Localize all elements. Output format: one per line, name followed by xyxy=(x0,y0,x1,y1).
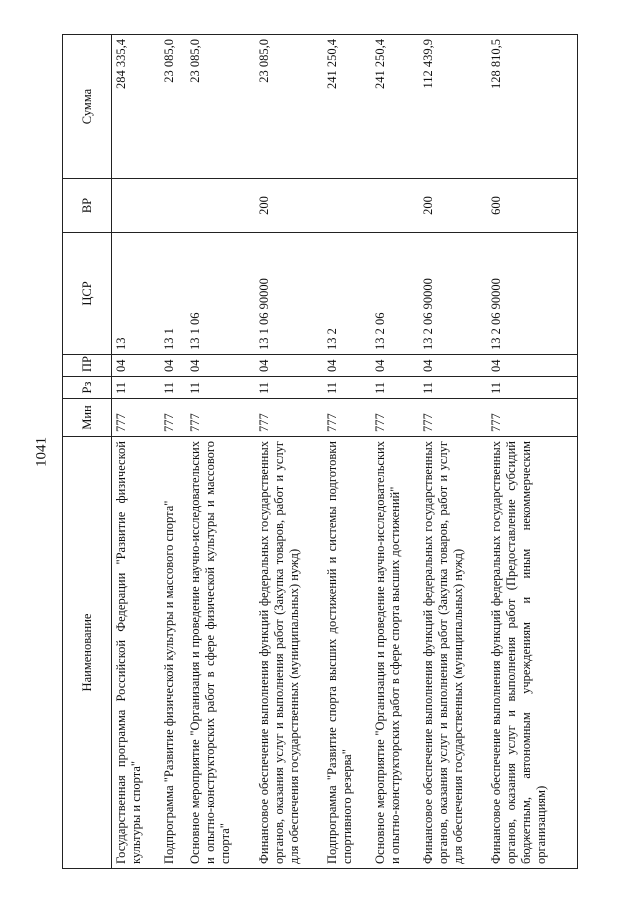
row-rz: 11 xyxy=(186,377,255,399)
row-sum: 241 250,4 xyxy=(371,35,419,179)
row-vr xyxy=(160,179,187,233)
table-header-row xyxy=(63,35,112,869)
table-row xyxy=(255,35,324,869)
row-min: 777 xyxy=(419,399,488,437)
row-csr: 13 2 06 90000 xyxy=(419,233,488,355)
row-rz: 11 xyxy=(112,377,160,399)
table-row xyxy=(323,35,371,869)
row-name: Финансовое обеспечение выполнения функций федеральных государственных органов, оказания услуг и выполнения работ (Закупка товаров, работ и услуг для обеспечения государственных (муниципальных) нужд) xyxy=(255,437,324,869)
row-sum: 241 250,4 xyxy=(323,35,371,179)
header-min: Мин xyxy=(63,399,112,437)
row-name: Подпрограмма "Развитие физической культуры и массового спорта" xyxy=(160,437,187,869)
row-csr: 13 1 06 90000 xyxy=(255,233,324,355)
budget-table xyxy=(62,34,578,869)
row-sum: 112 439,9 xyxy=(419,35,488,179)
row-vr xyxy=(186,179,255,233)
row-csr: 13 2 06 90000 xyxy=(487,233,577,355)
row-rz: 11 xyxy=(255,377,324,399)
row-min: 777 xyxy=(186,399,255,437)
table-row xyxy=(186,35,255,869)
row-rz: 11 xyxy=(419,377,488,399)
row-min: 777 xyxy=(160,399,187,437)
row-name: Финансовое обеспечение выполнения функций федеральных государственных органов, оказания услуг и выполнения работ (Закупка товаров, работ и услуг для обеспечения государственных (муниципальных) нужд) xyxy=(419,437,488,869)
row-vr: 200 xyxy=(419,179,488,233)
row-min: 777 xyxy=(323,399,371,437)
row-min: 777 xyxy=(371,399,419,437)
row-sum: 128 810,5 xyxy=(487,35,577,179)
row-name: Основное мероприятие "Организация и проведение научно-исследовательских и опытно-конструкторских работ в сфере физической культуры и массового спорта" xyxy=(186,437,255,869)
row-min: 777 xyxy=(487,399,577,437)
row-rz: 11 xyxy=(323,377,371,399)
row-pr: 04 xyxy=(160,355,187,377)
row-name: Государственная программа Российской Федерации "Развитие физической культуры и спорта" xyxy=(112,437,160,869)
row-min: 777 xyxy=(112,399,160,437)
row-csr: 13 1 xyxy=(160,233,187,355)
table-row xyxy=(112,35,160,869)
header-pr: ПР xyxy=(63,355,112,377)
row-csr: 13 1 06 xyxy=(186,233,255,355)
row-rz: 11 xyxy=(371,377,419,399)
row-sum: 284 335,4 xyxy=(112,35,160,179)
header-sum: Сумма xyxy=(63,35,112,179)
row-pr: 04 xyxy=(487,355,577,377)
row-pr: 04 xyxy=(419,355,488,377)
header-csr: ЦСР xyxy=(63,233,112,355)
row-name: Финансовое обеспечение выполнения функций федеральных государственных органов, оказания услуг и выполнения работ (Предоставление субсидий бюджетным, автономным учреждениям и иным некоммерческим организациям) xyxy=(487,437,577,869)
row-vr: 600 xyxy=(487,179,577,233)
row-sum: 23 085,0 xyxy=(255,35,324,179)
table-row xyxy=(419,35,488,869)
rotated-page-content xyxy=(62,35,578,869)
page-number: 1041 xyxy=(33,437,50,467)
row-vr xyxy=(323,179,371,233)
row-csr: 13 2 06 xyxy=(371,233,419,355)
header-vr: ВР xyxy=(63,179,112,233)
row-pr: 04 xyxy=(371,355,419,377)
row-pr: 04 xyxy=(255,355,324,377)
row-pr: 04 xyxy=(186,355,255,377)
row-sum: 23 085,0 xyxy=(186,35,255,179)
header-name: Наименование xyxy=(63,437,112,869)
row-vr: 200 xyxy=(255,179,324,233)
row-vr xyxy=(112,179,160,233)
row-pr: 04 xyxy=(323,355,371,377)
table-row xyxy=(371,35,419,869)
row-csr: 13 xyxy=(112,233,160,355)
table-row xyxy=(160,35,187,869)
row-pr: 04 xyxy=(112,355,160,377)
row-vr xyxy=(371,179,419,233)
row-min: 777 xyxy=(255,399,324,437)
row-name: Подпрограмма "Развитие спорта высших достижений и системы подготовки спортивного резерва" xyxy=(323,437,371,869)
row-sum: 23 085,0 xyxy=(160,35,187,179)
table-row xyxy=(487,35,577,869)
row-rz: 11 xyxy=(160,377,187,399)
row-csr: 13 2 xyxy=(323,233,371,355)
header-rz: Рз xyxy=(63,377,112,399)
row-rz: 11 xyxy=(487,377,577,399)
row-name: Основное мероприятие "Организация и проведение научно-исследовательских и опытно-конструкторских работ в сфере спорта высших достижений" xyxy=(371,437,419,869)
